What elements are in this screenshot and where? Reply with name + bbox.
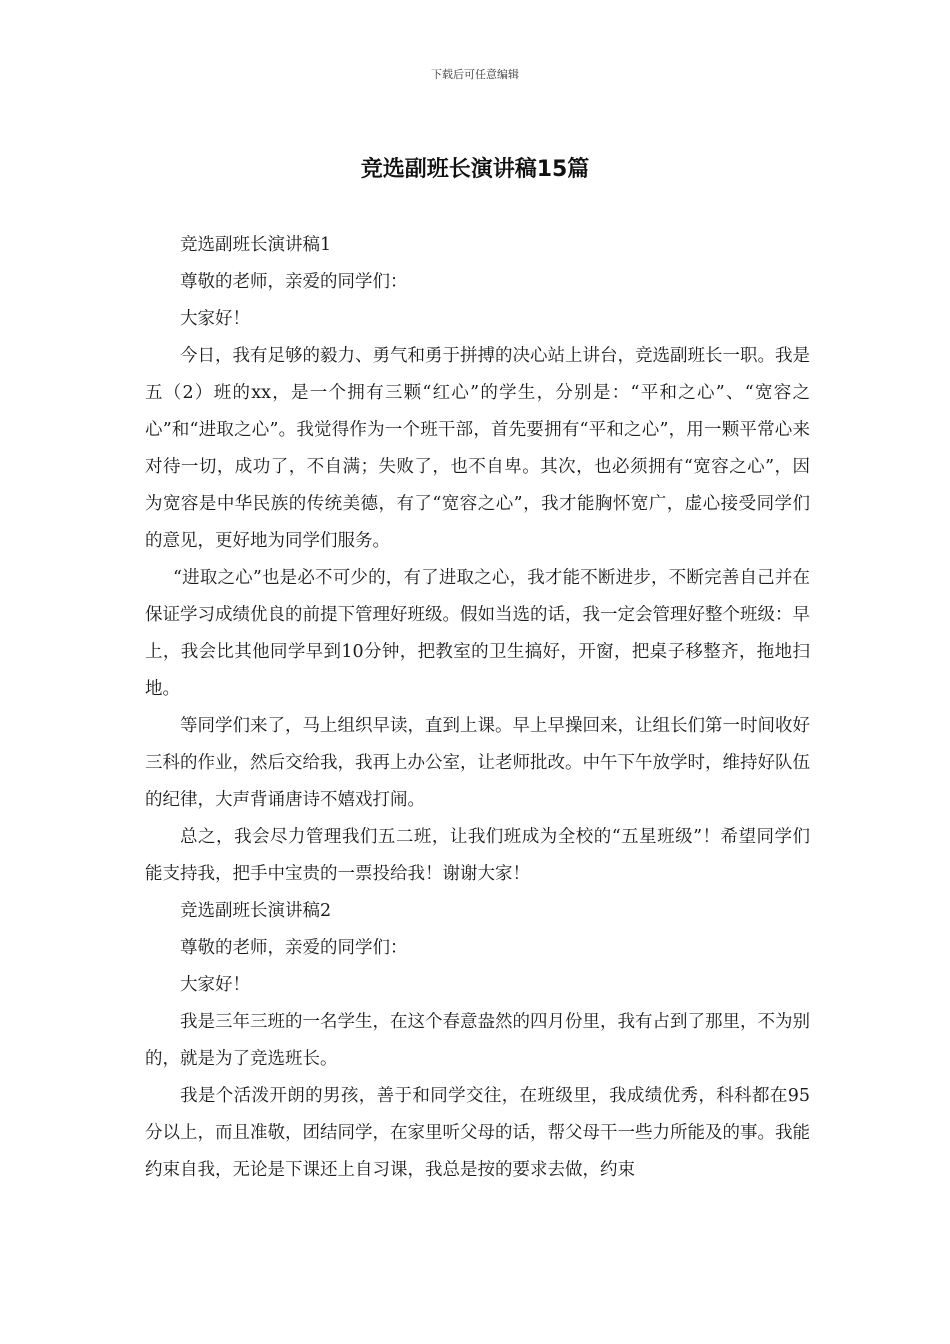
section-heading: 竞选副班长演讲稿2 <box>180 901 332 921</box>
document-body <box>145 227 810 1189</box>
body-paragraph: 总之，我会尽力管理我们五二班，让我们班成为全校的“五星班级”！希望同学们能支持我，把手中宝贵的一票投给我！谢谢大家！ <box>145 827 810 884</box>
section-heading: 竞选副班长演讲稿1 <box>180 235 332 255</box>
page-header-note: 下载后可任意编辑 <box>431 68 519 81</box>
greeting: 大家好！ <box>180 309 250 329</box>
body-paragraph: 等同学们来了，马上组织早读，直到上课。早上早操回来，让组长们第一时间收好三科的作业，然后交给我，我再上办公室，让老师批改。中午下午放学时，维持好队伍的纪律，大声背诵唐诗不嬉戏打闹。 <box>145 716 810 810</box>
greeting: 大家好！ <box>180 975 250 995</box>
body-paragraph: 我是三年三班的一名学生，在这个春意盎然的四月份里，我有占到了那里，不为别的，就是为了竞选班长。 <box>145 1012 810 1069</box>
body-paragraph: 今日，我有足够的毅力、勇气和勇于拼搏的决心站上讲台，竞选副班长一职。我是五（2）班的xx，是一个拥有三颗“红心”的学生，分别是：“平和之心”、“宽容之心”和“进取之心”。我觉得作为一个班干部，首先要拥有“平和之心”，用一颗平常心来对待一切，成功了，不自满；失败了，也不自卑。其次，也必须拥有“宽容之心”，因为宽容是中华民族的传统美德，有了“宽容之心”，我才能胸怀宽广，虚心接受同学们的意见，更好地为同学们服务。 <box>145 346 810 551</box>
body-paragraph: “进取之心”也是必不可少的，有了进取之心，我才能不断进步，不断完善自己并在保证学习成绩优良的前提下管理好班级。假如当选的话，我一定会管理好整个班级：早上，我会比其他同学早到10分钟，把教室的卫生搞好，开窗，把桌子移整齐，拖地扫地。 <box>145 568 810 699</box>
salutation: 尊敬的老师，亲爱的同学们： <box>180 272 408 292</box>
document-title: 竞选副班长演讲稿15篇 <box>360 157 590 182</box>
salutation: 尊敬的老师，亲爱的同学们： <box>180 938 408 958</box>
body-paragraph: 我是个活泼开朗的男孩，善于和同学交往，在班级里，我成绩优秀，科科都在95分以上，而且准敬，团结同学，在家里听父母的话，帮父母干一些力所能及的事。我能约束自我，无论是下课还上自习课，我总是按的要求去做，约束 <box>145 1086 810 1180</box>
